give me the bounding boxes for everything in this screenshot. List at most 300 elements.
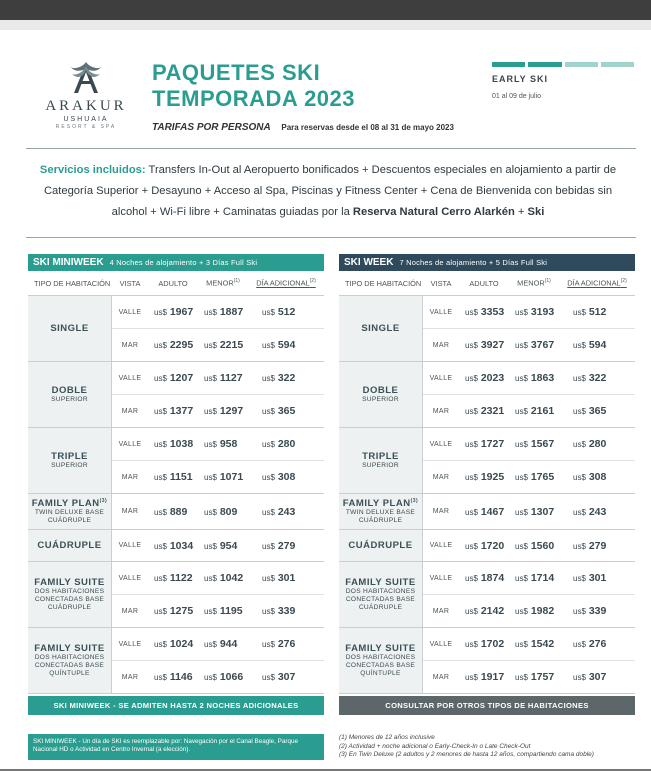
adult-price-value: 3353	[480, 306, 505, 318]
extra-day-price-value: 339	[588, 605, 607, 617]
currency: us$	[204, 374, 217, 383]
room-subtitle: SUPERIOR	[51, 396, 88, 403]
view-cell: VALLE	[118, 574, 142, 582]
minor-price	[198, 506, 248, 518]
currency: us$	[262, 673, 275, 682]
room-rows	[112, 428, 324, 493]
table-row	[112, 562, 324, 595]
room-name-text: DOBLE	[51, 385, 88, 396]
extra-day-price-value: 365	[277, 405, 296, 417]
minor-price-value: 1982	[530, 605, 555, 617]
currency: us$	[515, 440, 528, 449]
ski-miniweek-table	[28, 254, 324, 715]
minor-price-value: 1560	[530, 539, 555, 552]
currency: us$	[204, 640, 217, 649]
room-name-text: CUÁDRUPLE	[348, 540, 413, 551]
currency: us$	[465, 374, 478, 383]
extra-day-price-value: 308	[277, 471, 296, 483]
extra-day-price-value: 243	[588, 505, 607, 518]
view-cell: MAR	[121, 607, 139, 615]
adult-price	[459, 471, 509, 483]
room-type-cell	[339, 494, 423, 529]
minor-price-value: 1042	[219, 572, 244, 584]
currency: us$	[262, 440, 275, 449]
room-type-cell	[28, 562, 112, 627]
view-cell: VALLE	[429, 640, 453, 648]
room-block	[28, 428, 324, 494]
adult-price	[459, 339, 509, 351]
currency: us$	[262, 640, 275, 649]
room-name-text: FAMILY SUITE	[345, 577, 416, 588]
minor-price-value: 1757	[530, 671, 555, 683]
table-row	[112, 329, 324, 361]
extra-day-price-value: 280	[588, 438, 607, 450]
room-name-text: TRIPLE	[51, 451, 88, 462]
adult-price-value: 2295	[169, 339, 194, 351]
currency: us$	[262, 341, 275, 350]
col-room-type: TIPO DE HABITACIÓN	[34, 278, 111, 288]
adult-price	[148, 605, 198, 617]
extra-day-price	[559, 438, 635, 450]
col-minor-sup: (1)	[544, 278, 551, 285]
currency: us$	[573, 407, 586, 416]
minor-price	[198, 540, 248, 552]
currency: us$	[515, 473, 528, 482]
currency: us$	[154, 640, 167, 649]
extra-day-price	[559, 572, 635, 584]
col-extra-sup: (2)	[620, 278, 627, 285]
view-cell: VALLE	[118, 308, 142, 316]
currency: us$	[154, 440, 167, 449]
room-name	[348, 540, 412, 551]
adult-price	[148, 438, 198, 450]
minor-price	[509, 540, 559, 552]
adult-price	[459, 572, 509, 584]
view-cell: MAR	[432, 341, 450, 349]
adult-price	[148, 372, 198, 384]
adult-price	[148, 572, 198, 584]
adult-price-value: 1275	[169, 605, 194, 617]
services-included	[28, 160, 628, 223]
page-title	[152, 60, 355, 112]
room-type-cell	[339, 562, 423, 627]
col-minor-label: MENOR	[517, 278, 545, 288]
col-minor	[198, 278, 248, 287]
currency: us$	[154, 341, 167, 350]
minor-price	[509, 506, 559, 518]
table-row	[112, 494, 324, 529]
adult-price-value: 1874	[480, 572, 505, 584]
currency: us$	[154, 473, 167, 482]
minor-price-value: 3193	[530, 306, 555, 318]
adult-price-value: 2023	[480, 372, 505, 384]
room-rows	[112, 296, 324, 361]
adult-price	[148, 339, 198, 351]
early-bar-segment	[601, 62, 634, 67]
room-rows	[423, 428, 635, 493]
table-name: SKI MINIWEEK	[33, 257, 104, 268]
early-ski-dates: 01 al 09 de julio	[492, 93, 542, 100]
extra-day-price-value: 512	[277, 306, 296, 318]
extra-day-price	[248, 671, 324, 683]
adult-price-value: 2142	[480, 605, 505, 617]
minor-price	[198, 405, 248, 417]
minor-price	[198, 471, 248, 483]
extra-day-price	[248, 306, 324, 318]
adult-price-value: 1024	[169, 638, 194, 650]
adult-price	[459, 438, 509, 450]
currency: us$	[515, 574, 528, 583]
extra-day-price-value: 594	[588, 339, 607, 351]
minor-price	[509, 306, 559, 318]
table-row	[112, 296, 324, 329]
room-name-sup: (3)	[99, 497, 108, 504]
minor-price-value: 1714	[530, 572, 555, 584]
table-row	[423, 428, 635, 461]
minor-price-value: 1307	[530, 505, 555, 518]
table-name: SKI WEEK	[344, 257, 394, 268]
reservation-period: Para reservas desde el 08 al 31 de mayo 2023	[281, 123, 454, 132]
view-cell: MAR	[432, 473, 450, 481]
room-rows	[423, 628, 635, 693]
minor-price	[509, 605, 559, 617]
currency: us$	[154, 607, 167, 616]
room-name-sup: (3)	[410, 497, 419, 504]
adult-price	[148, 506, 198, 518]
table-row	[423, 595, 635, 627]
extra-day-price	[559, 605, 635, 617]
room-name	[362, 451, 399, 462]
room-rows	[112, 530, 324, 561]
adult-price-value: 1122	[169, 572, 193, 584]
room-type-cell	[28, 296, 112, 361]
room-name-text: FAMILY SUITE	[34, 643, 105, 654]
flyer-page	[0, 30, 651, 771]
view-cell: MAR	[121, 407, 139, 415]
room-subtitle: SUPERIOR	[362, 396, 399, 403]
minor-price-value: 954	[219, 539, 238, 552]
services-lead: Servicios incluidos:	[39, 164, 146, 176]
currency: us$	[515, 607, 528, 616]
table-row	[112, 395, 324, 427]
room-block	[339, 628, 635, 694]
table-header	[339, 254, 635, 271]
title-line-1: PAQUETES SKI	[152, 60, 321, 85]
room-name	[361, 323, 399, 334]
col-room-type: TIPO DE HABITACIÓN	[345, 278, 422, 288]
room-type-cell	[339, 296, 423, 361]
adult-price-value: 1207	[169, 372, 194, 384]
col-minor	[509, 278, 559, 287]
currency: us$	[573, 640, 586, 649]
minor-price	[509, 339, 559, 351]
room-block	[339, 296, 635, 362]
extra-day-price-value: 280	[277, 438, 296, 450]
room-subtitle: DOS HABITACIONES CONECTADAS BASE QUÍNTUPLE	[34, 654, 105, 677]
adult-price-value: 1467	[480, 505, 505, 518]
room-type-cell	[28, 628, 112, 693]
early-ski-title: EARLY SKI	[492, 74, 549, 84]
room-subtitle: TWIN DELUXE BASE CUÁDRUPLE	[345, 509, 416, 525]
room-name	[50, 323, 88, 334]
minor-price	[198, 339, 248, 351]
adult-price-value: 1146	[169, 671, 193, 683]
minor-price-value: 809	[219, 505, 238, 518]
view-cell: VALLE	[429, 308, 453, 316]
view-cell: MAR	[432, 508, 450, 515]
room-rows	[112, 628, 324, 693]
arakur-logo	[40, 60, 132, 152]
divider-bottom	[26, 237, 636, 238]
minor-price	[509, 671, 559, 683]
minor-price-value: 1297	[219, 405, 244, 417]
table-description: 4 Noches de alojamiento + 3 Días Full Ski	[109, 258, 258, 267]
room-rows	[423, 562, 635, 627]
minor-price-value: 3767	[530, 339, 555, 351]
services-text-2: +	[514, 206, 528, 218]
currency: us$	[515, 407, 528, 416]
currency: us$	[204, 507, 217, 517]
footnote-1: (1) Menores de 12 años inclusive	[339, 734, 435, 741]
extra-day-price	[559, 372, 635, 384]
room-block	[339, 494, 635, 530]
minor-price-value: 1863	[530, 372, 555, 384]
adult-price-value: 1702	[480, 638, 505, 650]
adult-price-value: 1151	[169, 471, 193, 483]
room-type-cell	[339, 362, 423, 427]
extra-day-price-value: 322	[277, 372, 296, 384]
col-extra-day	[559, 278, 635, 287]
currency: us$	[154, 374, 167, 383]
extra-day-price	[248, 638, 324, 650]
extra-day-price-value: 243	[277, 505, 296, 518]
room-block	[339, 428, 635, 494]
table-footer: CONSULTAR POR OTROS TIPOS DE HABITACIONES	[339, 696, 635, 715]
table-row	[423, 628, 635, 661]
minor-price	[509, 638, 559, 650]
table-row	[112, 362, 324, 395]
early-bar-segment	[565, 62, 598, 67]
adult-price-value: 1925	[480, 471, 505, 483]
extra-day-price-value: 307	[588, 671, 607, 683]
currency: us$	[515, 308, 528, 317]
early-ski-bar	[492, 62, 634, 67]
adult-price	[148, 471, 198, 483]
table-row	[423, 461, 635, 493]
room-block	[28, 494, 324, 530]
extra-day-price	[248, 506, 324, 518]
col-extra-sup: (2)	[309, 278, 316, 285]
room-name-text: TRIPLE	[362, 451, 399, 462]
col-adult: ADULTO	[469, 278, 499, 288]
col-extra-label: DÍA ADICIONAL	[567, 278, 621, 288]
room-name	[34, 577, 104, 588]
extra-day-price	[248, 540, 324, 552]
currency: us$	[465, 308, 478, 317]
view-cell: VALLE	[118, 440, 142, 448]
title-line-2: TEMPORADA 2023	[152, 86, 356, 111]
col-view: VISTA	[119, 278, 141, 288]
room-name	[51, 451, 88, 462]
currency: us$	[154, 541, 167, 551]
adult-price	[148, 638, 198, 650]
extra-day-price	[559, 540, 635, 552]
adult-price-value: 889	[169, 505, 188, 518]
adult-price-value: 2321	[480, 405, 505, 417]
extra-day-price-value: 301	[588, 572, 607, 584]
currency: us$	[465, 541, 478, 551]
room-type-cell	[339, 530, 423, 561]
room-block	[28, 362, 324, 428]
adult-price	[148, 306, 198, 318]
currency: us$	[573, 673, 586, 682]
minor-price	[198, 671, 248, 683]
table-row	[112, 530, 324, 561]
currency: us$	[204, 673, 217, 682]
adult-price	[148, 540, 198, 552]
table-row	[112, 595, 324, 627]
adult-price-value: 1917	[480, 671, 505, 683]
view-cell: VALLE	[429, 374, 453, 382]
currency: us$	[204, 407, 217, 416]
table-row	[112, 461, 324, 493]
extra-day-price	[248, 339, 324, 351]
table-row	[423, 494, 635, 529]
table-row	[423, 362, 635, 395]
arakur-a-emblem-icon	[66, 60, 106, 96]
room-block	[28, 628, 324, 694]
currency: us$	[204, 308, 217, 317]
currency: us$	[262, 374, 275, 383]
currency: us$	[204, 574, 217, 583]
early-bar-segment	[528, 62, 561, 67]
minor-price-value: 1542	[530, 638, 555, 650]
adult-price-value: 1038	[169, 438, 194, 450]
minor-price	[198, 605, 248, 617]
table-row	[112, 661, 324, 693]
currency: us$	[573, 440, 586, 449]
room-name	[32, 498, 107, 509]
col-minor-sup: (1)	[233, 278, 240, 285]
extra-day-price-value: 322	[588, 372, 607, 384]
minor-price-value: 944	[219, 638, 238, 650]
currency: us$	[262, 507, 275, 517]
view-cell: VALLE	[118, 542, 142, 549]
currency: us$	[262, 407, 275, 416]
brand-name: ARAKUR	[45, 98, 127, 114]
room-block	[28, 562, 324, 628]
currency: us$	[515, 507, 528, 517]
column-headers	[339, 271, 635, 296]
room-block	[339, 562, 635, 628]
adult-price	[459, 306, 509, 318]
currency: us$	[204, 473, 217, 482]
minor-price-value: 1567	[530, 438, 555, 450]
room-rows	[112, 562, 324, 627]
minor-price	[198, 638, 248, 650]
room-name-text: SINGLE	[361, 323, 400, 334]
extra-day-price-value: 279	[277, 539, 296, 552]
room-subtitle: TWIN DELUXE BASE CUÁDRUPLE	[34, 509, 105, 525]
table-row	[423, 661, 635, 693]
currency: us$	[465, 607, 478, 616]
view-cell: VALLE	[118, 640, 142, 648]
adult-price	[459, 540, 509, 552]
currency: us$	[465, 673, 478, 682]
room-rows	[423, 530, 635, 561]
extra-day-price-value: 276	[277, 638, 296, 650]
minor-price-value: 1887	[219, 306, 244, 318]
room-subtitle: SUPERIOR	[51, 462, 88, 469]
services-text-1: Transfers In-Out al Aeropuerto bonificados + Descuentos especiales en alojamiento a partir de Categoría Superior + Desayuno + Acceso al Spa, Piscinas y Fitness Center + Cena de Bienvenida con bebidas sin alcohol + Wi-Fi libre + Caminatas guiadas por la	[43, 164, 617, 218]
view-cell: VALLE	[429, 574, 453, 582]
minor-price	[509, 438, 559, 450]
currency: us$	[465, 341, 478, 350]
currency: us$	[154, 507, 167, 517]
room-name-text: SINGLE	[50, 323, 89, 334]
extra-day-price	[559, 506, 635, 518]
extra-day-price-value: 301	[277, 572, 296, 584]
minor-price-value: 958	[219, 438, 238, 450]
adult-price	[459, 405, 509, 417]
extra-day-price-value: 276	[588, 638, 607, 650]
currency: us$	[573, 541, 586, 551]
extra-day-price-value: 594	[277, 339, 296, 351]
currency: us$	[573, 507, 586, 517]
extra-day-price	[248, 605, 324, 617]
currency: us$	[515, 541, 528, 551]
currency: us$	[465, 507, 478, 517]
adult-price	[459, 671, 509, 683]
ski-week-table	[339, 254, 635, 715]
minor-price	[198, 572, 248, 584]
currency: us$	[204, 341, 217, 350]
room-name	[363, 385, 399, 396]
currency: us$	[573, 473, 586, 482]
room-rows	[112, 494, 324, 529]
room-type-cell	[28, 530, 112, 561]
col-view: VISTA	[430, 278, 452, 288]
room-name-text: DOBLE	[362, 385, 399, 396]
minor-price	[509, 471, 559, 483]
currency: us$	[154, 673, 167, 682]
minor-price	[198, 372, 248, 384]
room-type-cell	[339, 428, 423, 493]
adult-price-value: 1967	[169, 306, 194, 318]
minor-price-value: 1195	[219, 605, 243, 617]
view-cell: MAR	[121, 473, 139, 481]
window-top-strip	[0, 20, 651, 30]
view-cell: VALLE	[118, 374, 142, 382]
room-rows	[112, 362, 324, 427]
room-type-cell	[28, 362, 112, 427]
minor-price-value: 1066	[219, 671, 244, 683]
minor-price	[509, 405, 559, 417]
room-name-text: FAMILY SUITE	[34, 577, 105, 588]
currency: us$	[573, 308, 586, 317]
table-description: 7 Noches de alojamiento + 5 Días Full Ski	[399, 258, 548, 267]
table-header	[28, 254, 324, 271]
minor-price	[509, 572, 559, 584]
col-extra-label: DÍA ADICIONAL	[256, 278, 310, 288]
subtitle	[152, 122, 454, 133]
minor-price	[198, 306, 248, 318]
currency: us$	[515, 374, 528, 383]
adult-price	[459, 506, 509, 518]
minor-price	[509, 372, 559, 384]
extra-day-price	[559, 339, 635, 351]
currency: us$	[465, 640, 478, 649]
